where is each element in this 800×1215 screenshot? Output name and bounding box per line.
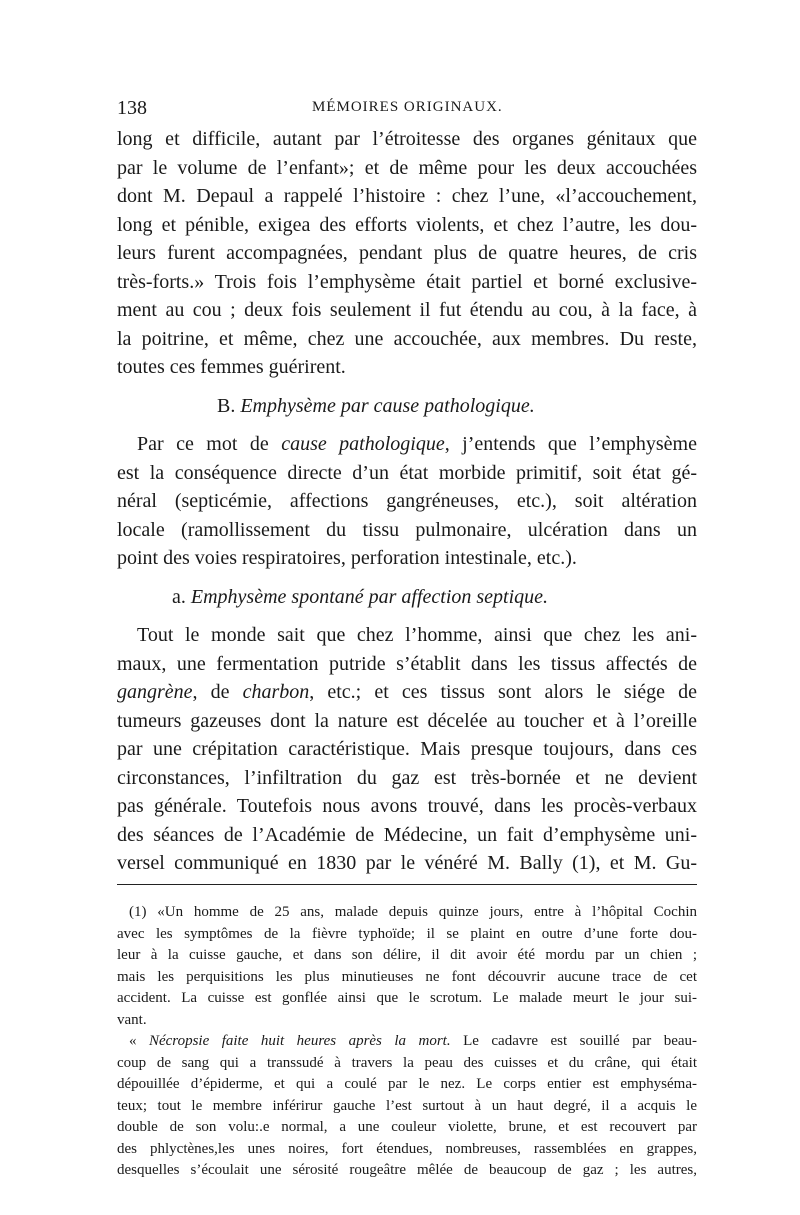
footnote-line: teux; tout le membre inférirur gauche l’est surtout à un haut degré, il a acquis le [117, 1097, 697, 1114]
text-line: des séances de l’Académie de Médecine, un fait d’emphysème uni- [117, 823, 697, 846]
text-span: , etc.; et ces tissus sont alors le siége de [309, 681, 697, 703]
text-line: par le volume de l’enfant»; et de même pour les deux accouchées [117, 156, 697, 179]
text-line: versel communiqué en 1830 par le vénéré M. Bally (1), et M. Gu- [117, 852, 697, 874]
text-span: Par ce mot de [137, 433, 282, 455]
text-line: point des voies respiratoires, perforation intestinale, etc.). [117, 547, 577, 569]
text-span: Le cadavre est souillé par beau- [450, 1033, 698, 1049]
footnotes [117, 902, 697, 1182]
footnote-line: avec les symptômes de la fièvre typhoïde; il se plaint en outre d’une forte dou- [117, 925, 697, 942]
body-text [117, 125, 697, 878]
text-line: dont M. Depaul a rappelé l’histoire : chez l’une, «l’accouchement, [117, 185, 697, 207]
footnote-line: leur à la cuisse gauche, et dans son délire, il dit avoir été mordu par un chien ; [117, 947, 697, 963]
text-line: la poitrine, et même, chez une accouchée, aux membres. Du reste, [117, 327, 697, 350]
section-heading-a [117, 583, 697, 612]
text-line: long et difficile, autant par l’étroitesse des organes génitaux que [117, 128, 697, 150]
text-line: maux, une fermentation putride s’établit dans les tissus affectés de [117, 652, 697, 675]
italic-term: cause pathologique [281, 433, 445, 455]
footnote-line: mais les perquisitions les plus minutieuses ne font découvrir aucune trace de cet [117, 968, 697, 985]
text-span: , de [192, 681, 243, 703]
footnote-line [117, 1031, 697, 1053]
footnote-line: desquelles s’écoulait une sérosité rougeâtre mêlée de beaucoup de gaz ; les autres, [117, 1162, 697, 1178]
text-line: long et pénible, exigea des efforts violents, et chez l’autre, les dou- [117, 213, 697, 236]
footnote-line: vant. [117, 1011, 147, 1028]
text-line: toutes ces femmes guérirent. [117, 356, 346, 378]
section-heading-b [117, 392, 697, 421]
italic-term: charbon [242, 681, 310, 703]
footnote-line: coup de sang qui a transsudé à travers la peau des cuisses et du crâne, qui était [117, 1054, 697, 1071]
footnote-rule [117, 884, 697, 885]
text-span: , j’entends que l’emphysème [444, 433, 697, 455]
page-number: 138 [117, 97, 147, 119]
text-line: néral (septicémie, affections gangréneuses, etc.), soit altération [117, 490, 697, 512]
text-line: circonstances, l’infiltration du gaz est très-bornée et ne devient [117, 766, 697, 789]
text-span: « [129, 1033, 149, 1049]
text-line: est la conséquence directe d’un état morbide primitif, soit état gé- [117, 461, 697, 484]
text-line [117, 430, 697, 459]
footnote-line: des phlyctènes,les unes noires, fort étendues, nombreuses, rassemblées en grappes, [117, 1140, 697, 1157]
text-line: ment au cou ; deux fois seulement il fut étendu au cou, à la face, à [117, 299, 697, 321]
italic-term: gangrène [117, 681, 193, 703]
running-title: MÉMOIRES ORIGINAUX. [312, 99, 503, 115]
text-line: Tout le monde sait que chez l’homme, ainsi que chez les ani- [137, 624, 697, 646]
section-letter: a. [172, 585, 186, 608]
text-line: locale (ramollissement du tissu pulmonaire, ulcération dans un [117, 518, 697, 541]
page-header [117, 97, 697, 125]
text-line: tumeurs gazeuses dont la nature est décelée au toucher et à l’oreille [117, 709, 697, 732]
footnote-line: (1) «Un homme de 25 ans, malade depuis quinze jours, entre à l’hôpital Cochin [129, 904, 697, 920]
text-line: pas générale. Toutefois nous avons trouvé, dans les procès-verbaux [117, 795, 697, 817]
footnote-line: dépouillée d’épiderme, et qui a coulé par le nez. Le corps entier est emphyséma- [117, 1076, 697, 1092]
section-title: Emphysème par cause pathologique. [240, 394, 535, 417]
italic-term: Nécropsie faite huit heures après la mort. [148, 1033, 451, 1049]
text-line: par une crépitation caractéristique. Mais presque toujours, dans ces [117, 738, 697, 760]
footnote-line: accident. La cuisse est gonflée ainsi que le scrotum. Le malade meurt le jour sui- [117, 990, 697, 1006]
text-line: leurs furent accompagnées, pendant plus de quatre heures, de cris [117, 242, 697, 264]
section-title: Emphysème spontané par affection septique. [190, 585, 549, 608]
section-letter: B. [217, 394, 236, 417]
footnote-line: double de son volu:.e normal, a une couleur violette, brune, et est recouvert par [117, 1119, 697, 1135]
text-line [117, 678, 697, 707]
text-line: très-forts.» Trois fois l’emphysème était partiel et borné exclusive- [117, 270, 697, 293]
